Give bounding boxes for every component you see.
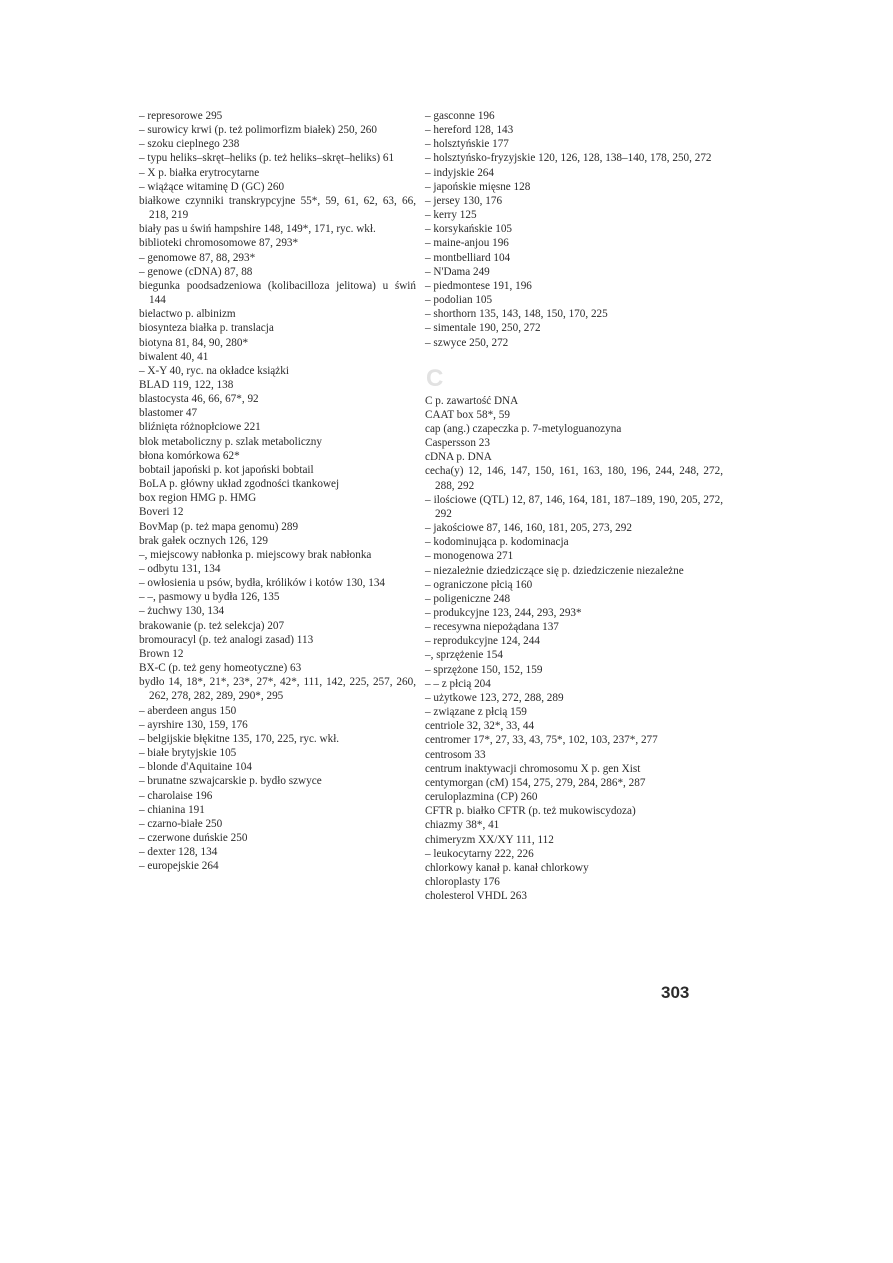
index-entry: centriole 32, 32*, 33, 44: [425, 720, 535, 733]
index-entry: blastomer 47: [139, 407, 198, 420]
index-entry: – jakościowe 87, 146, 160, 181, 205, 273, 292: [425, 522, 632, 535]
index-entry: – leukocytarny 222, 226: [425, 847, 534, 860]
index-entry: – charolaise 196: [139, 789, 213, 802]
index-entry: – belgijskie błękitne 135, 170, 225, ryc. wkł.: [139, 732, 340, 745]
index-entry: – hereford 128, 143: [425, 124, 514, 137]
index-entry: – szwyce 250, 272: [425, 336, 509, 349]
index-column-right: [425, 109, 723, 903]
index-entry: brak gałek ocznych 126, 129: [139, 534, 268, 547]
index-entry: chimeryzm XX/XY 111, 112: [425, 833, 554, 846]
index-entry: chiazmy 38*, 41: [425, 819, 500, 832]
index-entry: – kodominująca p. kodominacja: [425, 536, 569, 549]
index-entry: – gasconne 196: [425, 110, 495, 122]
index-entry: –, sprzężenie 154: [425, 649, 503, 662]
index-entry: – blonde d'Aquitaine 104: [139, 761, 252, 774]
index-entry: – owłosienia u psów, bydła, królików i kotów 130, 134: [139, 577, 386, 590]
index-entry: – kerry 125: [425, 209, 477, 222]
index-group-c: [425, 394, 723, 904]
index-column-left: [139, 109, 416, 873]
index-entry: biwalent 40, 41: [139, 350, 209, 363]
index-entry: – montbelliard 104: [425, 251, 511, 264]
index-entry: – holsztyńsko-fryzyjskie 120, 126, 128, 138–140, 178, 250, 272: [425, 152, 712, 165]
index-entry: – surowicy krwi (p. też polimorfizm białek) 250, 260: [139, 124, 377, 137]
index-entry: – chianina 191: [139, 803, 205, 816]
index-entry: – monogenowa 271: [425, 550, 514, 563]
index-entry: biotyna 81, 84, 90, 280*: [139, 336, 249, 349]
index-entry: białkowe czynniki transkrypcyjne 55*, 59, 61, 62, 63, 66, 218, 219: [139, 194, 416, 222]
index-entry: – białe brytyjskie 105: [139, 747, 237, 760]
index-entry: bydło 14, 18*, 21*, 23*, 27*, 42*, 111, 142, 225, 257, 260, 262, 278, 282, 289, 290*, 295: [139, 676, 416, 703]
index-entry: box region HMG p. HMG: [139, 492, 257, 505]
index-entry: – podolian 105: [425, 294, 493, 307]
index-entry: – reprodukcyjne 124, 244: [425, 635, 540, 648]
index-entry: – genomowe 87, 88, 293*: [139, 251, 256, 264]
index-entry: CAAT box 58*, 59: [425, 408, 510, 421]
index-entry: – shorthorn 135, 143, 148, 150, 170, 225: [425, 308, 608, 321]
index-entry: blastocysta 46, 66, 67*, 92: [139, 393, 259, 406]
index-entry: centrosom 33: [425, 748, 486, 761]
index-entry: – japońskie mięsne 128: [425, 180, 531, 193]
index-entry: – genowe (cDNA) 87, 88: [139, 265, 253, 278]
index-entry: – maine-anjou 196: [425, 237, 509, 250]
index-entry: chlorkowy kanał p. kanał chlorkowy: [425, 861, 589, 874]
index-entry: centymorgan (cM) 154, 275, 279, 284, 286*, 287: [425, 776, 646, 789]
index-entry: BX-C (p. też geny homeotyczne) 63: [139, 662, 302, 675]
index-entry: – X-Y 40, ryc. na okładce książki: [139, 364, 289, 377]
index-entry: Caspersson 23: [425, 437, 490, 450]
index-entry: CFTR p. białko CFTR (p. też mukowiscydoza): [425, 805, 636, 818]
index-entry: – holsztyńskie 177: [425, 138, 509, 151]
index-entry: – sprzężone 150, 152, 159: [425, 663, 543, 676]
index-entry: biosynteza białka p. translacja: [139, 322, 274, 335]
index-entry: BoLA p. główny układ zgodności tkankowej: [139, 478, 340, 491]
index-entry: centromer 17*, 27, 33, 43, 75*, 102, 103, 237*, 277: [425, 734, 658, 747]
index-entry: – brunatne szwajcarskie p. bydło szwyce: [139, 775, 322, 788]
index-entry: – simentale 190, 250, 272: [425, 322, 541, 335]
index-entry: – aberdeen angus 150: [139, 704, 237, 717]
index-entry: – – z płcią 204: [425, 677, 491, 690]
index-entry: blok metaboliczny p. szlak metaboliczny: [139, 435, 322, 448]
index-entry: – odbytu 131, 134: [139, 563, 221, 575]
index-entry: – represorowe 295: [139, 110, 223, 122]
index-entry: – wiążące witaminę D (GC) 260: [139, 180, 285, 193]
index-entry: – czarno-białe 250: [139, 817, 223, 830]
index-entry: – czerwone duńskie 250: [139, 831, 248, 844]
index-entry: błona komórkowa 62*: [139, 449, 240, 462]
index-entry: – ograniczone płcią 160: [425, 578, 533, 591]
index-entry: – dexter 128, 134: [139, 846, 218, 859]
index-entry: – szoku cieplnego 238: [139, 138, 240, 151]
index-entry: – żuchwy 130, 134: [139, 605, 225, 618]
index-entry: – produkcyjne 123, 244, 293, 293*: [425, 607, 582, 619]
index-entry: – związane z płcią 159: [425, 706, 527, 719]
index-entry: – recesywna niepożądana 137: [425, 621, 559, 634]
index-entry: – ayrshire 130, 159, 176: [139, 718, 248, 731]
index-entry: – piedmontese 191, 196: [425, 279, 532, 292]
index-entry: –, miejscowy nabłonka p. miejscowy brak nabłonka: [139, 548, 372, 561]
index-entry: brakowanie (p. też selekcja) 207: [139, 619, 285, 632]
index-entry: – ilościowe (QTL) 12, 87, 146, 164, 181, 187–189, 190, 205, 272, 292: [425, 493, 723, 520]
index-entry: bobtail japoński p. kot japoński bobtail: [139, 463, 314, 476]
index-entry: cap (ang.) czapeczka p. 7-metyloguanozyna: [425, 422, 622, 435]
index-entry: bliźnięta różnopłciowe 221: [139, 421, 261, 434]
index-entry: – jersey 130, 176: [425, 194, 503, 207]
index-entry: cholesterol VHDL 263: [425, 890, 527, 903]
index-entry: chloroplasty 176: [425, 875, 500, 888]
index-entry: – X p. białka erytrocytarne: [139, 166, 260, 179]
index-entry: bromouracyl (p. też analogi zasad) 113: [139, 633, 314, 646]
index-entry: – korsykańskie 105: [425, 223, 513, 236]
index-entry: – poligeniczne 248: [425, 592, 511, 605]
index-group-b-continued: [425, 109, 723, 350]
index-entry: – indyjskie 264: [425, 166, 494, 179]
page-number: 303: [661, 983, 690, 1002]
index-entry: – europejskie 264: [139, 860, 219, 873]
index-entry: centrum inaktywacji chromosomu X p. gen Xist: [425, 762, 641, 775]
index-entry: – niezależnie dziedziczące się p. dziedziczenie niezależne: [425, 564, 684, 577]
index-entry: biegunka poodsadzeniowa (kolibacilloza jelitowa) u świń 144: [139, 279, 416, 307]
index-entry: ceruloplazmina (CP) 260: [425, 791, 538, 804]
index-entry: C p. zawartość DNA: [425, 394, 519, 407]
index-entry: – typu heliks–skręt–heliks (p. też heliks–skręt–heliks) 61: [139, 152, 395, 165]
index-entry: BLAD 119, 122, 138: [139, 378, 234, 391]
index-entry: – N'Dama 249: [425, 265, 490, 278]
index-entry: Brown 12: [139, 647, 184, 660]
index-entry: – –, pasmowy u bydła 126, 135: [139, 591, 280, 604]
index-entry: BovMap (p. też mapa genomu) 289: [139, 520, 299, 533]
section-letter-heading: C: [426, 364, 444, 392]
index-entry: Boveri 12: [139, 506, 184, 519]
index-entry: cDNA p. DNA: [425, 451, 492, 464]
index-entry: biały pas u świń hampshire 148, 149*, 171, ryc. wkł.: [139, 223, 376, 236]
index-entry: – użytkowe 123, 272, 288, 289: [425, 691, 564, 704]
index-entry: cecha(y) 12, 146, 147, 150, 161, 163, 180, 196, 244, 248, 272, 288, 292: [425, 465, 723, 492]
index-entry: biblioteki chromosomowe 87, 293*: [139, 237, 299, 250]
index-entry: bielactwo p. albinizm: [139, 308, 236, 321]
